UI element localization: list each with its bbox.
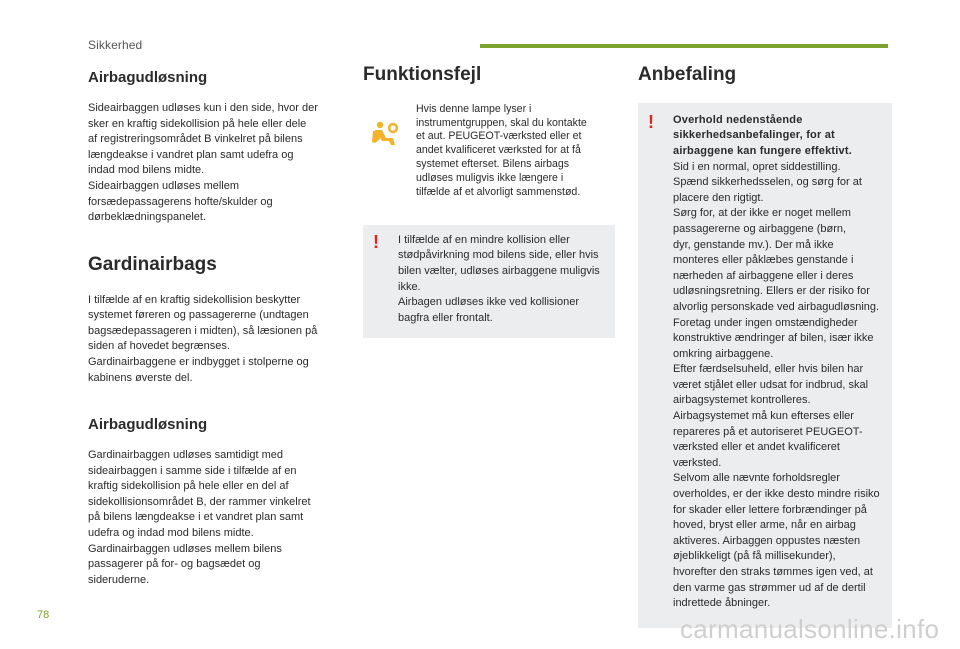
heading-curtain-airbags: Gardinairbags [88,253,217,275]
side-airbag-paragraph: Sideairbaggen udløses kun i den side, hvor der sker en kraftig sidekollision på hele eller dele af registreringsområdet B vinkelret på bilens længdeakse i vandret plan samt udefra og indad mod bilens midte. Sideairbaggen udløses mellem forsædepassagerens hofte/skulder og dørbeklædningspanelet. [88,102,318,224]
recommendation-box [638,103,892,628]
exclamation-icon: ! [373,231,379,252]
heading-airbag-deployment: Airbagudløsning [88,69,208,86]
warning-lamp-text: Hvis denne lampe lyser i instrumentgruppen, skal du kontakte et aut. PEUGEOT-værksted eller et andet kvalificeret værksted for at få systemet efterset. Bilens airbags udløses muligvis ikke længere i tilfælde af et alvorligt sammenstød. [416,102,587,198]
airbag-warning-icon [369,119,399,149]
recommendation-lead: Overhold nedenstående sikkerhedsanbefalinger, for at airbaggene kan fungere effektivt. [673,113,852,157]
recommendation-body: Sid i en normal, opret siddestilling. Spænd sikkerhedsselen, og sørg for at placere den rigtigt. Sørg for, at der ikke er noget mellem passagererne og airbaggene (børn, dyr, genstande mv.). Der må ikke monteres eller påklæbes genstande i nærheden af airbaggene eller i deres udløsningsretning. Ellers er der risiko for alvorlig personskade ved airbagudløsning. Foretag under ingen omstændigheder konstruktive ændringer af bilen, især ikke omkring airbaggene. Efter færdselsuheld, eller hvis bilen har været stjålet eller udsat for indbrud, skal airbagsystemet kontrolleres. Airbagsystemet må kun efterses eller repareres på et autoriseret PEUGEOT- værksted eller et andet kvalificeret værksted. Selvom alle nævnte forholdsregler overholdes, er der ikke desto mindre risiko for skader eller lettere forbrændinger på hoved, bryst eller arme, når en airbag aktiveres. Airbaggen oppustes næsten øjeblikkeligt (på få millisekunder), hvorefter den straks tømmes igen ved, at den varme gas strømmer ud af de dertil indrettede åbninger. [673,160,880,610]
page-number: 78 [37,609,50,621]
malfunction-warning-box [363,225,615,339]
malfunction-warning-text: I tilfælde af en mindre kollision eller stødpåvirkning mod bilens side, eller hvis bilen vælter, udløses airbaggene muligvis ikke. Airbagen udløses ikke ved kollisioner bagfra eller frontalt. [398,233,600,324]
exclamation-icon: ! [648,111,654,132]
curtain-airbag-paragraph: I tilfælde af en kraftig sidekollision beskytter systemet føreren og passagererne (undtagen bagsædepassageren i midten), så læsionen på siden af hovedet begrænses. Gardinairbaggene er indbygget i stolperne og kabinens øverste del. [88,293,318,384]
heading-curtain-deployment: Airbagudløsning [88,416,208,434]
right-column [638,64,892,628]
left-column [88,64,346,588]
middle-column [363,64,615,338]
warning-lamp-block [363,103,615,225]
curtain-deployment-paragraph: Gardinairbaggen udløses samtidigt med sideairbaggen i samme side i tilfælde af en kraftig sidekollision på hele eller en del af sidekollisionsområdet B, der rammer vinkelret på bilens længdeakse i et vandret plan samt udefra og indad mod bilens midte. Gardinairbaggen udløses mellem bilens passagerer på for- og bagsædet og sideruderne. [88,449,311,586]
section-label: Sikkerhed [88,38,143,52]
header-rule [480,44,888,48]
heading-recommendation: Anbefaling [638,64,737,85]
watermark: carmanualsonline.info [680,614,940,644]
heading-malfunction: Funktionsfejl [363,64,482,85]
